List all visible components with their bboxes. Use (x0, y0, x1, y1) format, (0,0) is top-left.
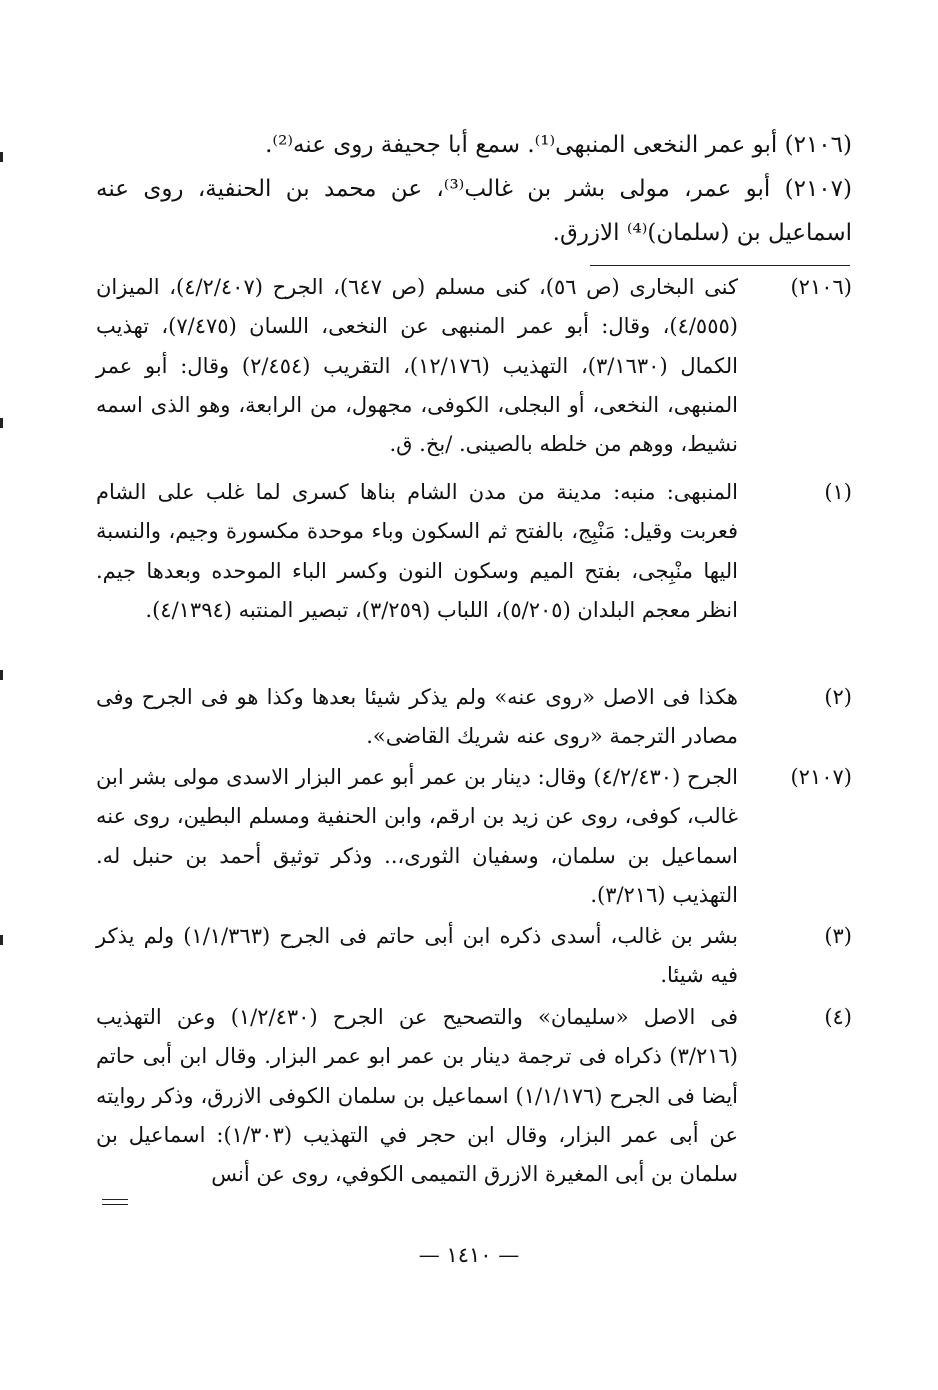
footnote-text: فى الاصل «سليمان» والتصحيح عن الجرح (١/٢/٤٣٠) وعن التهذيب (٣/٢١٦) ذكراه فى ترجمة دينار بن عمر ابو عمر البزار. وقال ابن أبى حاتم أيضا فى الجرح (١/١/١٧٦) اسماعيل بن سلمان الكوفى الازرق، وذكر روايته عن أبى عمر البزار، وقال ابن حجر في التهذيب (١/٣٠٣): اسماعيل بن سلمان بن أبى المغيرة الازرق التميمى الكوفي، روى عن أنس (96, 1005, 738, 1187)
footnote-2106 (96, 268, 852, 464)
footnote-4 (96, 998, 852, 1194)
footnote-text: كنى البخارى (ص ٥٦)، كنى مسلم (ص ٦٤٧)، الجرح (٤/٢/٤٠٧)، الميزان (٤/٥٥٥)، وقال: أبو عمر المنبهى عن النخعى، اللسان (٧/٤٧٥)، تهذيب الكمال (٣/١٦٣٠)، التهذيب (١٢/١٧٦)، التقريب (٢/٤٥٤) وقال: أبو عمر المنبهى، النخعى، أو البجلى، الكوفى، مجهول، من الرابعة، وهو الذى اسمه نشيط، ووهم من خلطه بالصينى. /بخ. ق. (96, 275, 738, 457)
entry-2106: (٢١٠٦) أبو عمر النخعى المنبهى⁽¹⁾. سمع أبا جحيفة روى عنه⁽²⁾. (265, 132, 852, 158)
footnote-number: (٢١٠٧) (790, 765, 852, 789)
scan-margin-mark (0, 670, 3, 680)
footnote-text: بشر بن غالب، أسدى ذكره ابن أبى حاتم فى الجرح (١/١/٣٦٣) ولم يذكر فيه شيئا. (96, 924, 738, 988)
footnote-2 (96, 678, 852, 757)
footnote-text: الجرح (٤/٢/٤٣٠) وقال: دينار بن عمر أبو عمر البزار الاسدى مولى بشر ابن غالب، كوفى، روى عن زيد بن ارقم، وابن الحنفية ومسلم البطين، روى عنه اسماعيل بن سلمان، وسفيان الثورى،.. وذكر توثيق أحمد بن حنبل له. التهذيب (٣/٢١٦). (96, 765, 738, 907)
page-number: — ١٤١٠ — (418, 1243, 520, 1267)
footnote-number: (٢١٠٦) (790, 275, 852, 299)
main-text (96, 123, 852, 255)
footnote-text: المنبهى: منبه: مدينة من مدن الشام بناها كسرى لما غلب على الشام فعربت وقيل: مَنْبِج، بالفتح ثم السكون وباء موحدة مكسورة وجيم، والنسبة اليها منْبِجى، بفتح الميم وسكون النون وكسر الباء الموحده وبعدها جيم. انظر معجم البلدان (٥/٢٠٥)، اللباب (٣/٢٥٩)، تبصير المنتبه (٤/١٣٩٤). (96, 480, 738, 622)
continuation-mark (102, 1199, 128, 1205)
scan-margin-mark (0, 152, 3, 162)
footnote-3 (96, 917, 852, 996)
footnote-1 (96, 473, 852, 630)
footnote-separator (590, 265, 850, 266)
footnote-number: (٣) (824, 924, 852, 948)
entry-2107: (٢١٠٧) أبو عمر، مولى بشر بن غالب⁽³⁾، عن محمد بن الحنفية، روى عنه اسماعيل بن (سلمان)⁽⁴⁾ الازرق. (96, 176, 852, 246)
footnote-number: (١) (824, 480, 852, 504)
footnote-number: (٢) (824, 685, 852, 709)
scan-margin-mark (0, 418, 3, 428)
scan-margin-mark (0, 935, 3, 945)
footnote-2107 (96, 758, 852, 915)
footnote-text: هكذا فى الاصل «روى عنه» ولم يذكر شيئا بعدها وكذا هو فى الجرح وفى مصادر الترجمة «روى عنه شريك القاضى». (96, 685, 738, 749)
footnote-number: (٤) (824, 1005, 852, 1029)
